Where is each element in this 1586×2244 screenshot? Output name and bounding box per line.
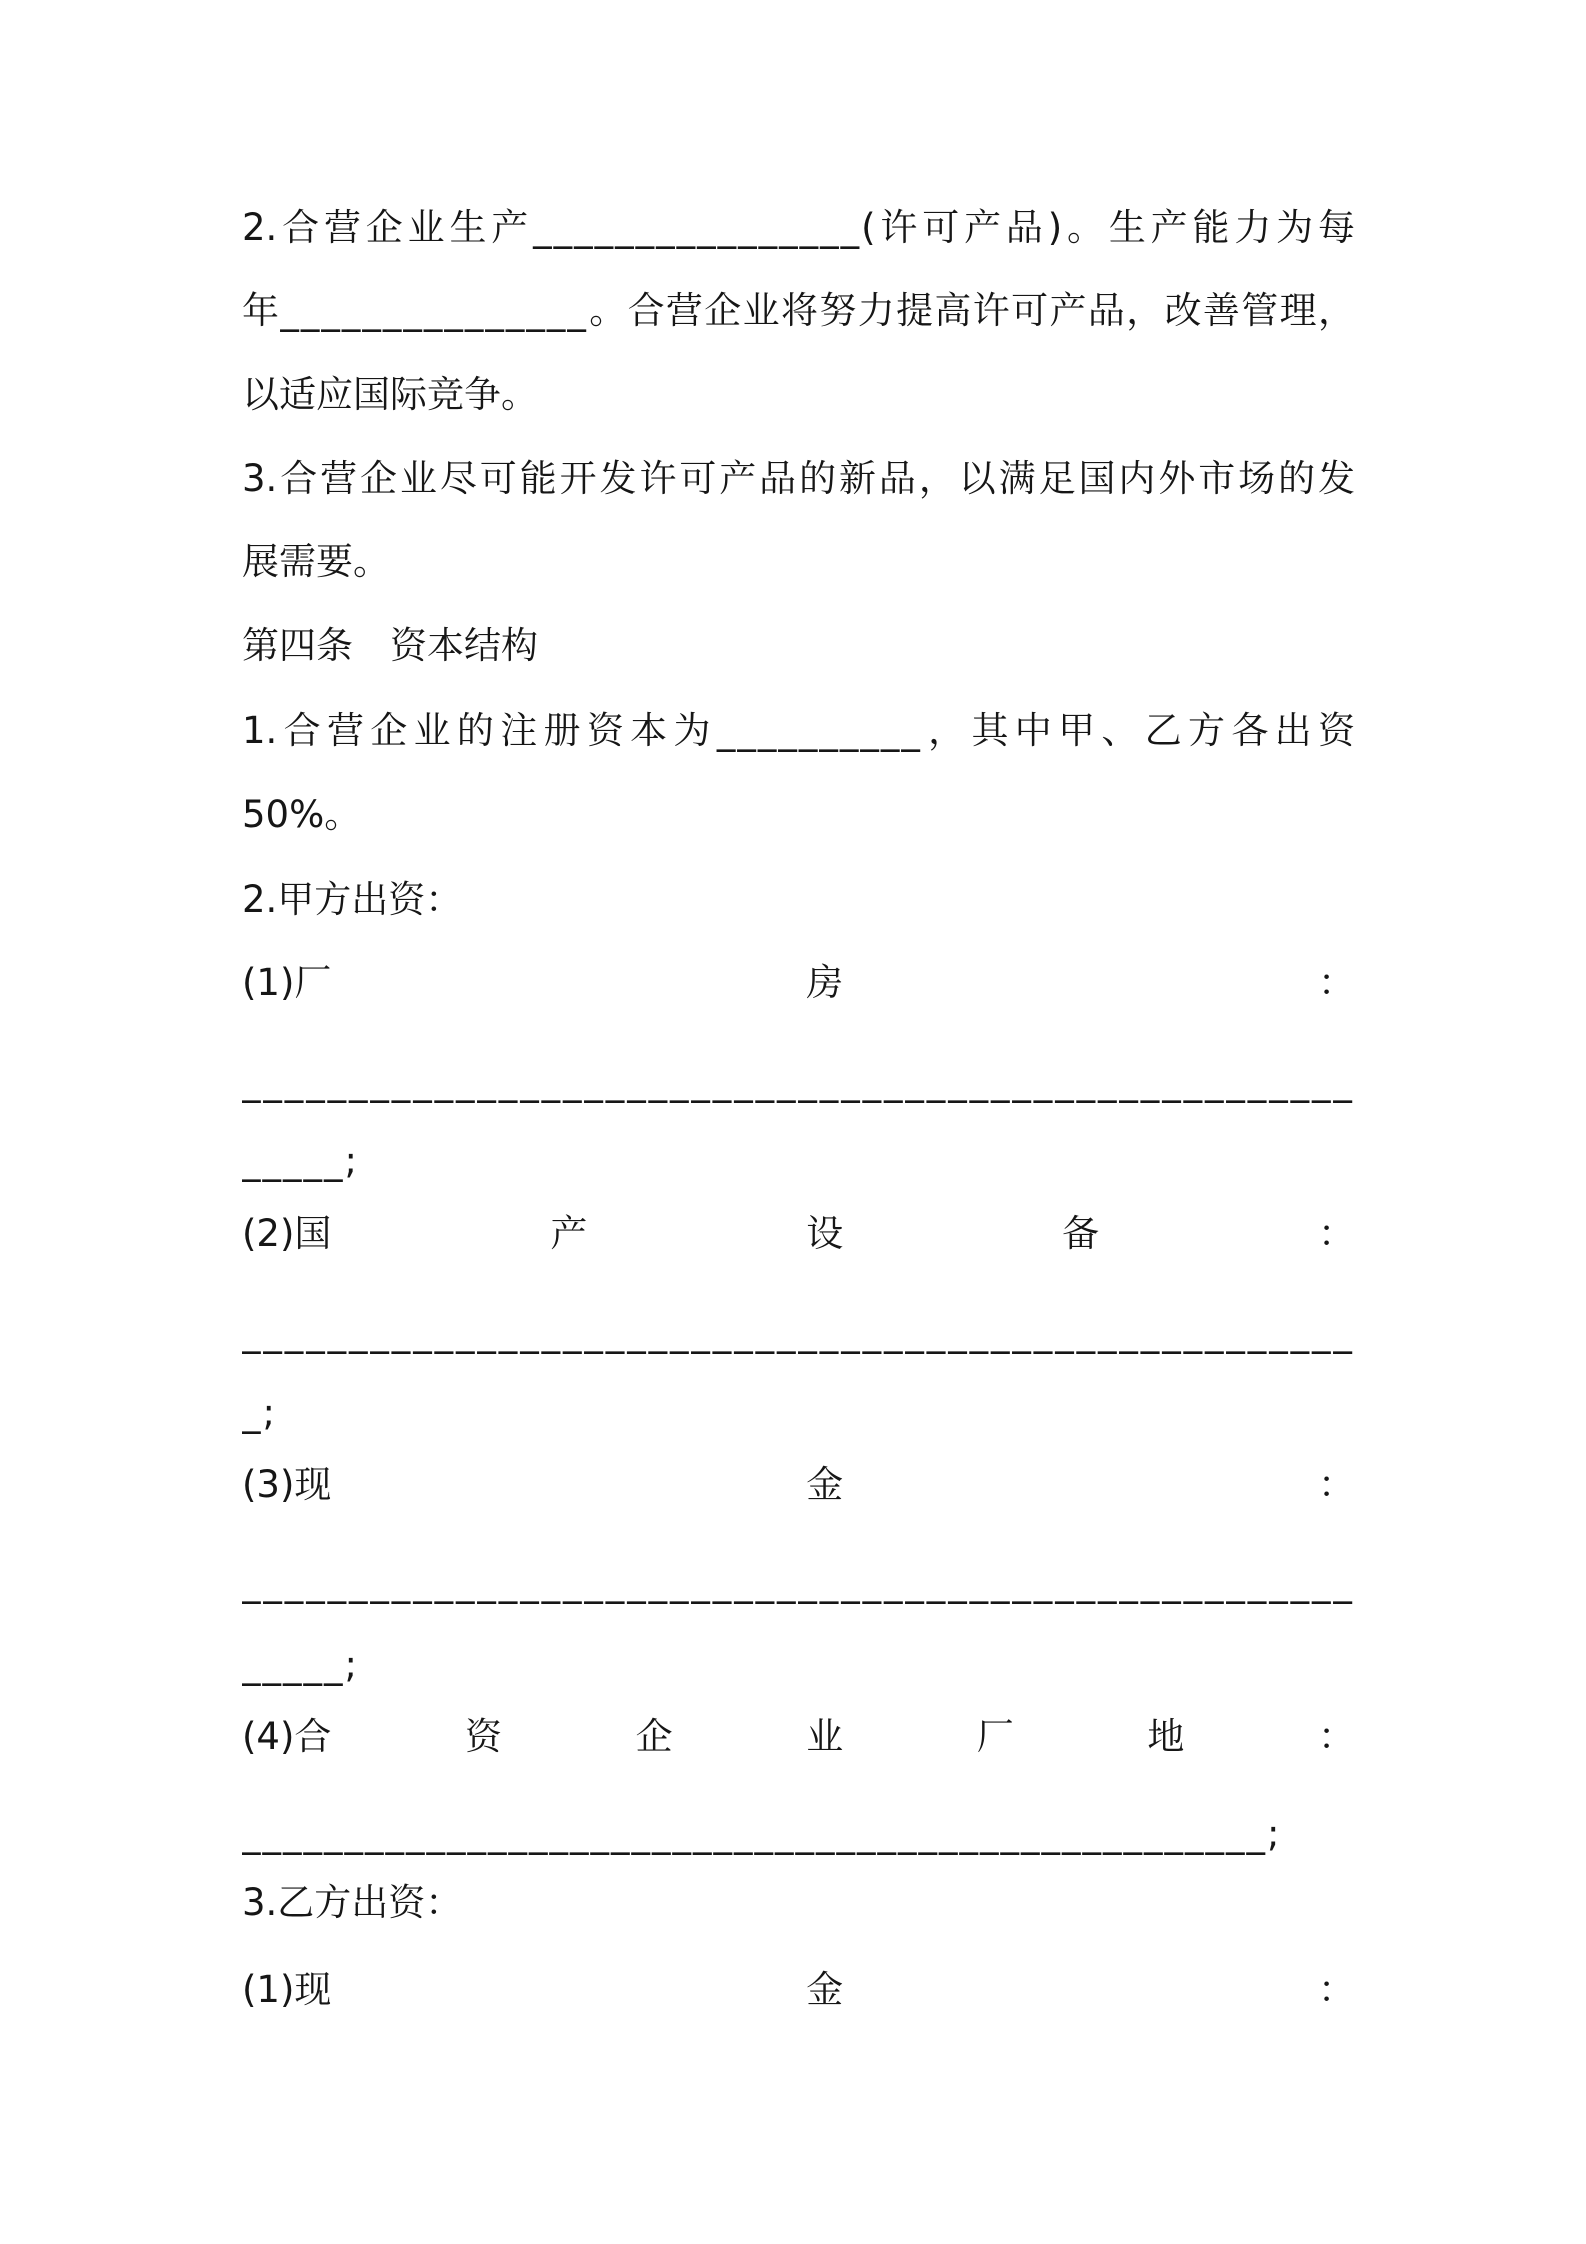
blank-field: ____________________________________________________: [242, 1311, 1355, 1354]
text-segment: 2.合营企业生产: [242, 206, 534, 249]
label-token: (2)国: [242, 1212, 332, 1255]
label-token: 业: [806, 1715, 844, 1758]
clause3-item3-line2: 展需要。: [242, 540, 390, 583]
label-token: 金: [806, 1463, 844, 1506]
clause3-item2-line1: [242, 198, 1355, 258]
label-token: 企: [635, 1715, 673, 1758]
label-token: ：: [1317, 1715, 1355, 1758]
party-b-cash-label: [242, 1960, 1355, 2020]
party-a-factory-label: [242, 953, 1355, 1013]
label-token: ：: [1317, 1463, 1355, 1506]
text-segment: (许可产品)。生产能力为每: [861, 206, 1355, 249]
clause3-item2-line2: [242, 281, 1355, 341]
text-segment: 1.合营企业的注册资本为: [242, 709, 717, 752]
clause4-item3-title: 3.乙方出资：: [242, 1881, 463, 1924]
label-token: ：: [1317, 961, 1355, 1004]
party-a-cash-label: [242, 1455, 1355, 1515]
label-token: 地: [1147, 1715, 1185, 1758]
label-token: (1)现: [242, 1968, 332, 2011]
blank-field: _______________: [280, 289, 588, 332]
clause4-item1-line1: [242, 701, 1355, 761]
label-token: 资: [465, 1715, 503, 1758]
label-token: 金: [806, 1968, 844, 2011]
clause3-item2-line3: 以适应国际竞争。: [242, 373, 538, 416]
label-token: 厂: [976, 1715, 1014, 1758]
label-token: ：: [1317, 1968, 1355, 2011]
party-a-land-label: [242, 1707, 1355, 1767]
blank-field-end: _____;: [242, 1643, 359, 1686]
blank-field-end: _____;: [242, 1139, 359, 1182]
text-segment: 。合营企业将努力提高许可产品，改善管理，: [587, 289, 1355, 332]
clause4-item1-line2: 50%。: [242, 793, 362, 836]
text-segment: ，其中甲、乙方各出资: [921, 709, 1355, 752]
text-segment: 年: [242, 289, 281, 332]
blank-field: ____________________________________________________: [242, 1561, 1355, 1604]
label-token: 房: [806, 961, 844, 1004]
blank-field-end: __________________________________________________;: [242, 1812, 1282, 1855]
label-token: ：: [1317, 1212, 1355, 1255]
label-token: 产: [550, 1212, 588, 1255]
clause3-item3-line1: 3.合营企业尽可能开发许可产品的新品，以满足国内外市场的发: [242, 457, 1355, 500]
clause4-heading: 第四条 资本结构: [242, 624, 538, 667]
party-a-equipment-label: [242, 1204, 1355, 1264]
label-token: (4)合: [242, 1715, 332, 1758]
blank-field: ____________________________________________________: [242, 1060, 1355, 1103]
label-token: 备: [1062, 1212, 1100, 1255]
blank-field-end: _;: [242, 1391, 277, 1434]
blank-field: ________________: [533, 206, 862, 249]
clause4-item2-title: 2.甲方出资：: [242, 878, 463, 921]
label-token: (1)厂: [242, 961, 332, 1004]
label-token: (3)现: [242, 1463, 332, 1506]
blank-field: __________: [716, 709, 922, 752]
label-token: 设: [806, 1212, 844, 1255]
